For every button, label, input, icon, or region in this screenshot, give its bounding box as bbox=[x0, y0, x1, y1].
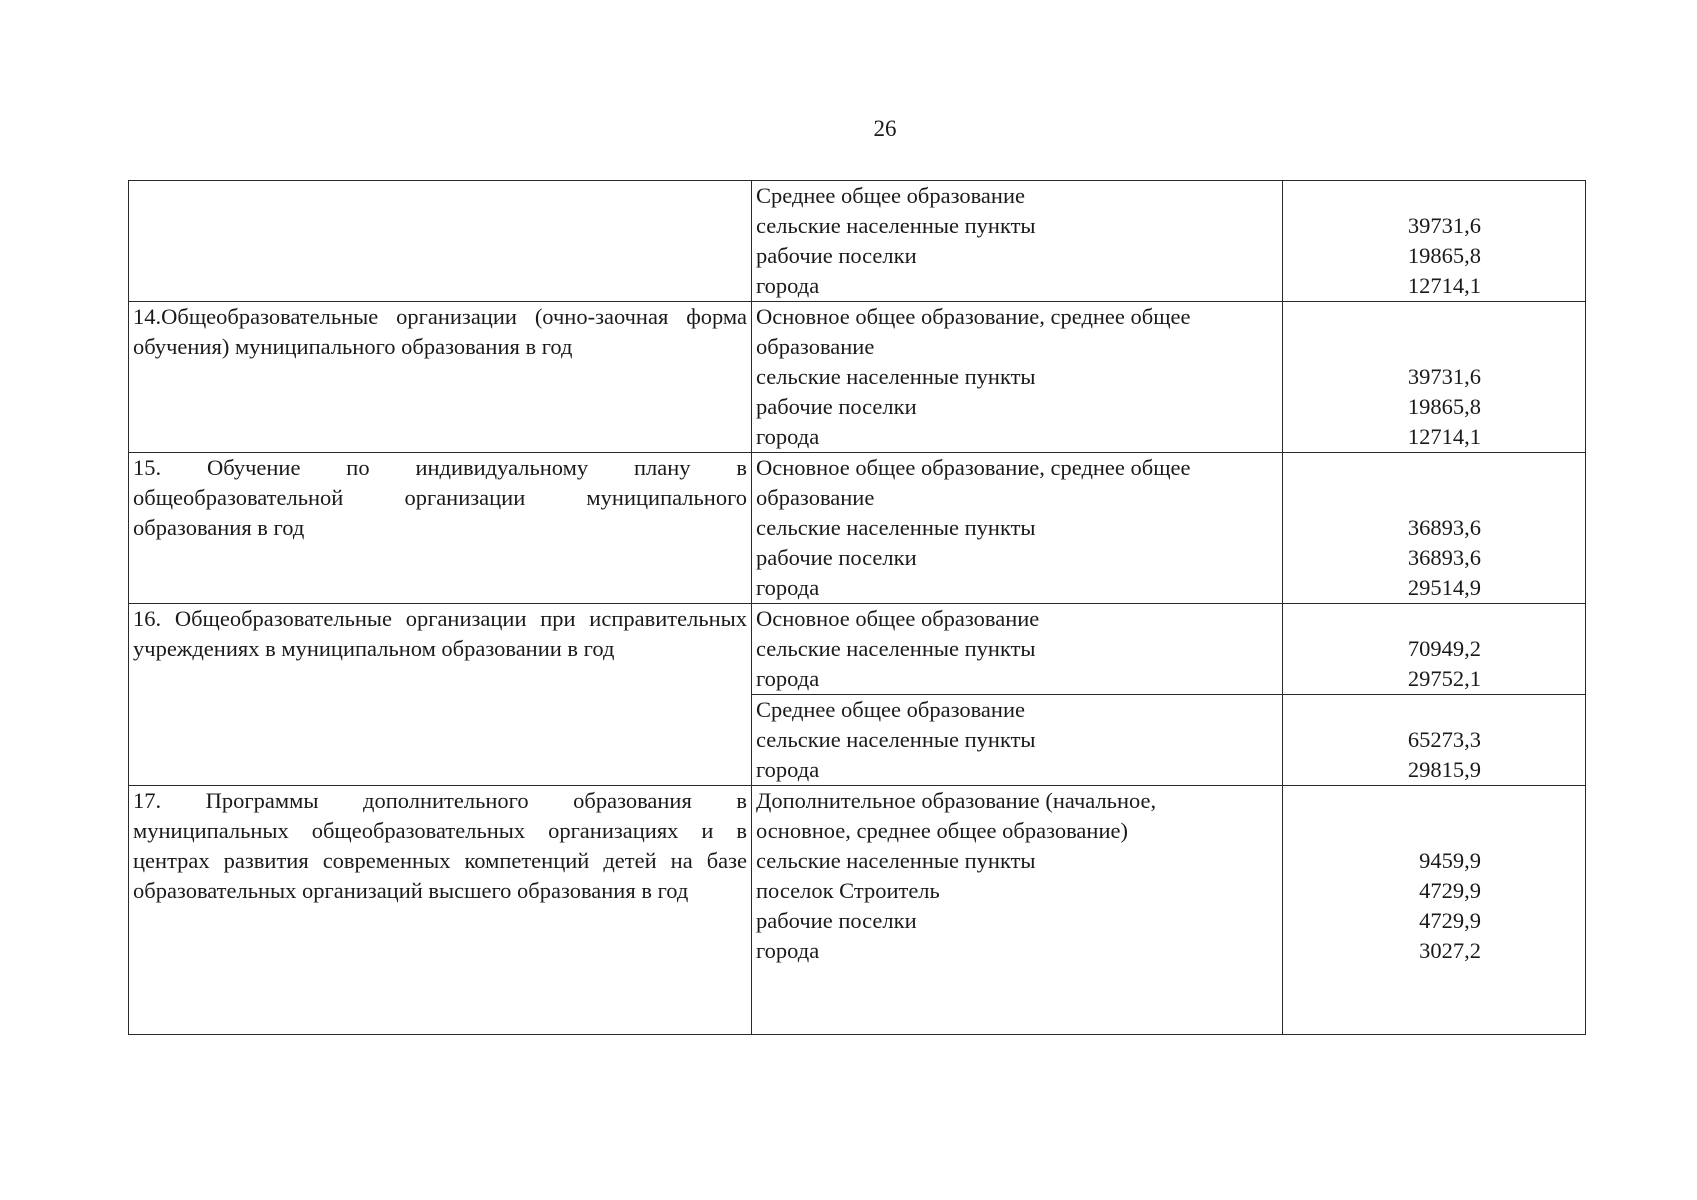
settlement-type: поселок Строитель bbox=[756, 878, 940, 903]
row-description bbox=[129, 181, 752, 302]
table-row bbox=[129, 604, 1586, 695]
cost-value: 29752,1 bbox=[1407, 666, 1481, 691]
value-cell bbox=[1283, 604, 1586, 695]
value-cell bbox=[1283, 453, 1586, 604]
education-level-heading: основное, среднее общее образование) bbox=[756, 818, 1128, 843]
settlement-type: сельские населенные пункты bbox=[756, 213, 1036, 238]
table-row bbox=[129, 786, 1586, 1035]
cost-value: 36893,6 bbox=[1407, 515, 1481, 540]
education-level-cell bbox=[752, 604, 1283, 695]
education-level-heading: Дополнительное образование (начальное, bbox=[756, 788, 1157, 813]
settlement-type: сельские населенные пункты bbox=[756, 848, 1036, 873]
cost-value: 12714,1 bbox=[1407, 424, 1481, 449]
cost-value: 12714,1 bbox=[1407, 273, 1481, 298]
settlement-type: города bbox=[756, 666, 820, 691]
settlement-type: рабочие поселки bbox=[756, 243, 917, 268]
cost-value: 4729,9 bbox=[1419, 908, 1481, 933]
settlement-type: сельские населенные пункты bbox=[756, 515, 1036, 540]
education-level-heading: образование bbox=[756, 485, 875, 510]
row-description: 16. Общеобразовательные организации при исправительных учреждениях в муниципальном образовании в год bbox=[129, 604, 752, 786]
cost-value: 39731,6 bbox=[1407, 364, 1481, 389]
education-level-heading: образование bbox=[756, 334, 875, 359]
settlement-type: сельские населенные пункты bbox=[756, 727, 1036, 752]
settlement-type: рабочие поселки bbox=[756, 908, 917, 933]
settlement-type: города bbox=[756, 575, 820, 600]
cost-value: 9459,9 bbox=[1419, 848, 1481, 873]
value-cell bbox=[1283, 695, 1586, 786]
value-cell bbox=[1283, 302, 1586, 453]
settlement-type: города bbox=[756, 273, 820, 298]
education-level-cell bbox=[752, 453, 1283, 604]
row-description: 17. Программы дополнительного образования в муниципальных общеобразовательных организациях и в центрах развития современных компетенций детей на базе образовательных организаций высшего образования в год bbox=[129, 786, 752, 1035]
row-description: 14.Общеобразовательные организации (очно-заочная форма обучения) муниципального образования в год bbox=[129, 302, 752, 453]
row-description: 15. Обучение по индивидуальному плану в общеобразовательной организации муниципального образования в год bbox=[129, 453, 752, 604]
cost-value: 29514,9 bbox=[1407, 575, 1481, 600]
cost-value: 3027,2 bbox=[1419, 938, 1481, 963]
table-row bbox=[129, 302, 1586, 453]
funding-table bbox=[128, 180, 1586, 1035]
settlement-type: рабочие поселки bbox=[756, 545, 917, 570]
settlement-type: рабочие поселки bbox=[756, 394, 917, 419]
value-cell bbox=[1283, 181, 1586, 302]
settlement-type: города bbox=[756, 938, 820, 963]
cost-value: 39731,6 bbox=[1407, 213, 1481, 238]
cost-value: 19865,8 bbox=[1407, 394, 1481, 419]
table-row bbox=[129, 181, 1586, 302]
education-level-cell bbox=[752, 695, 1283, 786]
page-number: 26 bbox=[873, 116, 897, 141]
value-cell bbox=[1283, 786, 1586, 1035]
education-level-cell bbox=[752, 786, 1283, 1035]
settlement-type: сельские населенные пункты bbox=[756, 364, 1036, 389]
table-row bbox=[129, 453, 1586, 604]
cost-value: 70949,2 bbox=[1407, 636, 1481, 661]
cost-value: 19865,8 bbox=[1407, 243, 1481, 268]
education-level-heading: Основное общее образование, среднее общее bbox=[756, 455, 1191, 480]
education-level-heading: Среднее общее образование bbox=[756, 697, 1025, 722]
education-level-heading: Среднее общее образование bbox=[756, 183, 1025, 208]
education-level-heading: Основное общее образование bbox=[756, 606, 1040, 631]
cost-value: 65273,3 bbox=[1407, 727, 1481, 752]
education-level-cell bbox=[752, 181, 1283, 302]
education-level-cell bbox=[752, 302, 1283, 453]
settlement-type: города bbox=[756, 424, 820, 449]
cost-value: 29815,9 bbox=[1407, 757, 1481, 782]
cost-value: 4729,9 bbox=[1419, 878, 1481, 903]
cost-value: 36893,6 bbox=[1407, 545, 1481, 570]
settlement-type: сельские населенные пункты bbox=[756, 636, 1036, 661]
settlement-type: города bbox=[756, 757, 820, 782]
education-level-heading: Основное общее образование, среднее общее bbox=[756, 304, 1191, 329]
